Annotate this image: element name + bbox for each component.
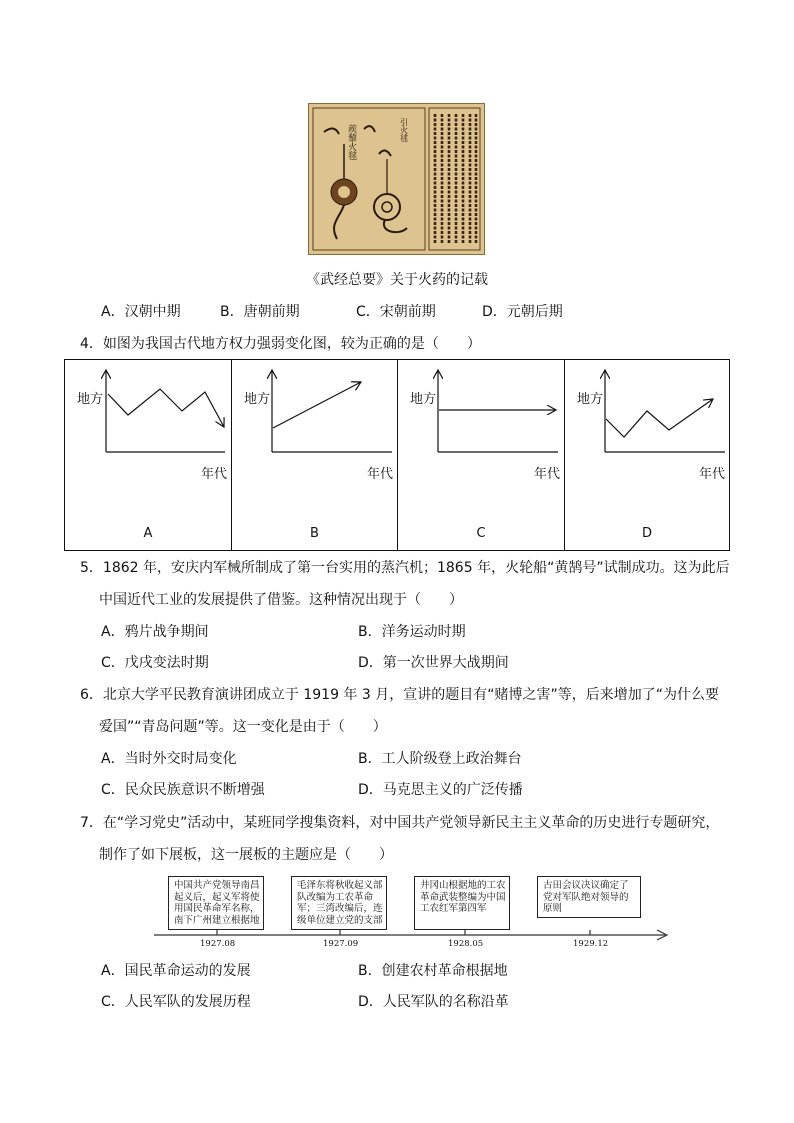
q5-option-c[interactable]: C．戊戌变法时期	[101, 655, 209, 671]
wujing-zongyao-manuscript-image	[308, 103, 485, 255]
q7-option-c[interactable]: C．人民军队的发展历程	[101, 994, 251, 1010]
timeline-date-4: 1929.12	[573, 939, 609, 949]
q5-stem-line1: 5．1862 年，安庆内军械所制成了第一台实用的蒸汽机；1865 年，火轮船“黄鹄号”试制成功。这为此后	[80, 560, 730, 576]
panel-d-xlabel: 年代	[698, 467, 725, 482]
q5-option-a[interactable]: A．鸦片战争期间	[101, 624, 209, 640]
timeline-date-2: 1927.09	[323, 939, 359, 949]
timeline-event-3: 井冈山根据地的工农革命武装整编为中国工农红军第四军	[414, 876, 510, 930]
panel-b-label: B	[310, 526, 319, 541]
q6-option-b[interactable]: B．工人阶级登上政治舞台	[358, 751, 522, 767]
manuscript-caption: 《武经总要》关于火药的记载	[306, 272, 488, 288]
panel-c-ylabel: 地方	[410, 392, 437, 407]
panel-b-xlabel: 年代	[366, 467, 393, 482]
panel-d-ylabel: 地方	[577, 392, 604, 407]
timeline-event-2: 毛泽东将秋收起义部队改编为工农革命军；三湾改编后，连级单位建立党的支部	[291, 876, 387, 930]
q4-chart-grid	[64, 359, 730, 551]
q3-option-a[interactable]: A．汉朝中期	[101, 304, 181, 320]
panel-c-xlabel: 年代	[533, 467, 560, 482]
q4-panel-d[interactable]	[564, 360, 729, 550]
manuscript-label-jili: 蒺藜火毬	[346, 124, 356, 160]
q6-stem-line1: 6．北京大学平民教育演讲团成立于 1919 年 3 月，宣讲的题目有“赌博之害”等，后来增加了“为什么要	[80, 687, 720, 703]
q7-option-d[interactable]: D．人民军队的名称沿革	[358, 994, 509, 1010]
q3-option-b[interactable]: B．唐朝前期	[220, 304, 300, 320]
q5-stem-line2: 中国近代工业的发展提供了借鉴。这种情况出现于（ ）	[99, 592, 463, 608]
panel-a-label: A	[143, 526, 153, 541]
q3-option-c[interactable]: C．宋朝前期	[356, 304, 436, 320]
panel-c-label: C	[476, 526, 486, 541]
q6-option-c[interactable]: C．民众民族意识不断增强	[101, 782, 265, 798]
panel-a-ylabel: 地方	[77, 392, 104, 407]
timeline-event-1: 中国共产党领导南昌起义后，起义军将使用国民革命军名称，南下广州建立根据地	[168, 876, 264, 930]
q3-option-d[interactable]: D．元朝后期	[482, 304, 563, 320]
q5-option-d[interactable]: D．第一次世界大战期间	[358, 655, 509, 671]
q6-option-d[interactable]: D．马克思主义的广泛传播	[358, 782, 523, 798]
panel-d-label: D	[641, 526, 652, 541]
manuscript-illustration	[309, 104, 484, 254]
q7-option-b[interactable]: B．创建农村革命根据地	[358, 963, 508, 979]
q4-panel-c[interactable]	[397, 360, 564, 550]
q4-stem: 4．如图为我国古代地方权力强弱变化图，较为正确的是（ ）	[80, 336, 481, 352]
q6-stem-line2: 爱国”“青岛问题”等。这一变化是由于（ ）	[99, 719, 387, 735]
timeline-date-1: 1927.08	[200, 939, 236, 949]
panel-b-trend-line	[273, 382, 361, 428]
panel-a-xlabel: 年代	[200, 467, 227, 482]
panel-b-ylabel: 地方	[244, 392, 271, 407]
panel-a-trend-line	[108, 389, 224, 427]
manuscript-label-yinhuo: 引火毬	[399, 118, 409, 142]
timeline-date-3: 1928.05	[448, 939, 484, 949]
q7-option-a[interactable]: A．国民革命运动的发展	[101, 963, 251, 979]
q5-option-b[interactable]: B．洋务运动时期	[358, 624, 466, 640]
timeline-event-4: 古田会议决议确定了党对军队绝对领导的原则	[537, 876, 641, 918]
q4-panel-b[interactable]	[231, 360, 397, 550]
q7-stem-line2: 制作了如下展板，这一展板的主题应是（ ）	[99, 847, 393, 863]
q6-option-a[interactable]: A．当时外交时局变化	[101, 751, 237, 767]
panel-d-trend-line	[606, 399, 713, 437]
q7-stem-line1: 7．在“学习党史”活动中，某班同学搜集资料，对中国共产党领导新民主主义革命的历史进行专题研究，	[80, 815, 720, 831]
q4-panel-a[interactable]	[65, 360, 231, 550]
